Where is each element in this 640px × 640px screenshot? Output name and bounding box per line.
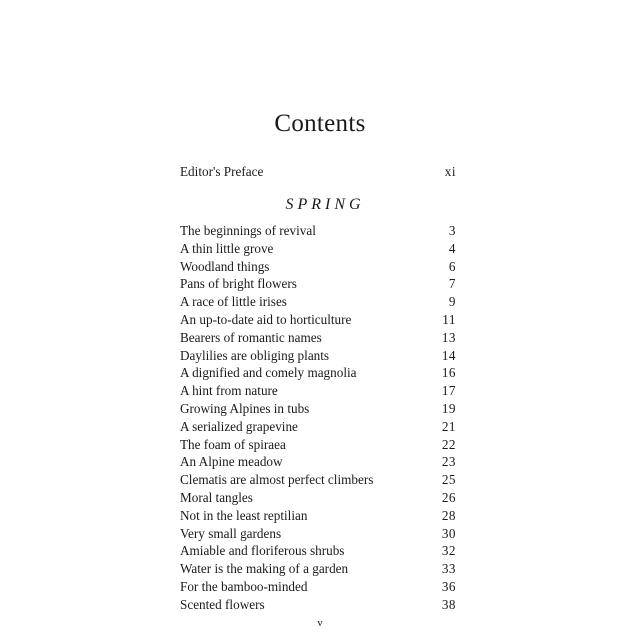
- toc-entry-page: 25: [441, 472, 456, 488]
- toc-entry-page: 7: [448, 276, 456, 292]
- toc-entry-page: 36: [441, 578, 456, 594]
- toc-entry-label: For the bamboo-minded: [180, 578, 308, 594]
- toc-entry-label: Pans of bright flowers: [180, 276, 297, 292]
- toc-row: [180, 275, 456, 293]
- toc-entry-page: 23: [441, 454, 456, 470]
- toc-entry-page: xi: [444, 164, 456, 179]
- toc-entry-label: A hint from nature: [180, 383, 278, 399]
- toc-row-preface: [180, 163, 456, 181]
- toc-entry-page: 19: [441, 400, 456, 416]
- toc-row: [180, 578, 456, 596]
- toc-row: [180, 525, 456, 543]
- toc-row: [180, 382, 456, 400]
- toc-entry-label: Woodland things: [180, 258, 270, 274]
- toc-entry-label: A thin little grove: [180, 240, 274, 256]
- toc-entry-page: 14: [441, 347, 456, 363]
- toc-row: [180, 542, 456, 560]
- toc-row: [180, 311, 456, 329]
- toc-entry-label: Bearers of romantic names: [180, 329, 322, 345]
- toc-row: [180, 258, 456, 276]
- toc-row: [180, 400, 456, 418]
- toc-entry-label: Growing Alpines in tubs: [180, 400, 310, 416]
- toc-entry-label: Editor's Preface: [180, 164, 264, 179]
- toc-row: [180, 471, 456, 489]
- toc-entry-label: The beginnings of revival: [180, 223, 316, 238]
- toc-entry-label: Daylilies are obliging plants: [180, 347, 330, 363]
- toc-entry-page: 4: [448, 240, 456, 256]
- toc-entry-page: 26: [441, 489, 456, 505]
- toc-entry-label: Moral tangles: [180, 489, 253, 505]
- toc-entry-page: 38: [441, 596, 456, 612]
- toc-entry-page: 16: [441, 365, 456, 381]
- toc-entry-page: 30: [441, 525, 456, 541]
- page-number: v: [317, 617, 323, 629]
- toc-row: [180, 418, 456, 436]
- toc-entry-page: 28: [441, 507, 456, 523]
- toc-entry-label: An up-to-date aid to horticulture: [180, 311, 352, 327]
- toc-row: [180, 596, 456, 614]
- toc-entry-page: 11: [442, 311, 456, 327]
- preface-entry: [180, 163, 456, 181]
- toc-entry-page: 22: [441, 436, 456, 452]
- toc-entry-page: 32: [441, 543, 456, 559]
- toc-row: [180, 222, 456, 240]
- toc-entry-label: Water is the making of a garden: [180, 561, 349, 577]
- toc-row: [180, 240, 456, 258]
- toc-row: [180, 507, 456, 525]
- toc-entry-label: Scented flowers: [180, 596, 265, 612]
- page-title: Contents: [274, 110, 366, 137]
- toc-row: [180, 489, 456, 507]
- toc-list: [180, 222, 456, 614]
- toc-row: [180, 347, 456, 365]
- toc-entry-label: Clematis are almost perfect climbers: [180, 472, 374, 488]
- toc-entry-page: 6: [448, 258, 456, 274]
- toc-entry-label: Not in the least reptilian: [180, 507, 308, 523]
- toc-entry-label: A serialized grapevine: [180, 418, 298, 434]
- toc-entry-label: Very small gardens: [180, 525, 282, 541]
- toc-row: [180, 453, 456, 471]
- toc-entry-page: 9: [448, 294, 456, 310]
- toc-entry-label: The foam of spiraea: [180, 436, 286, 452]
- toc-row: [180, 560, 456, 578]
- section-heading: SPRING: [285, 196, 365, 213]
- toc-entry-page: 21: [441, 418, 456, 434]
- toc-row: [180, 293, 456, 311]
- toc-entry-page: 13: [441, 329, 456, 345]
- toc-entry-label: An Alpine meadow: [180, 454, 283, 470]
- toc-entry-page: 17: [441, 383, 456, 399]
- toc-row: [180, 364, 456, 382]
- toc-row: [180, 436, 456, 454]
- toc-entry-page: 3: [448, 223, 456, 238]
- toc-entry-label: A race of little irises: [180, 294, 287, 310]
- toc-entry-label: Amiable and floriferous shrubs: [180, 543, 345, 559]
- toc-entry-page: 33: [441, 561, 456, 577]
- toc-entry-label: A dignified and comely magnolia: [180, 365, 357, 381]
- toc-row: [180, 329, 456, 347]
